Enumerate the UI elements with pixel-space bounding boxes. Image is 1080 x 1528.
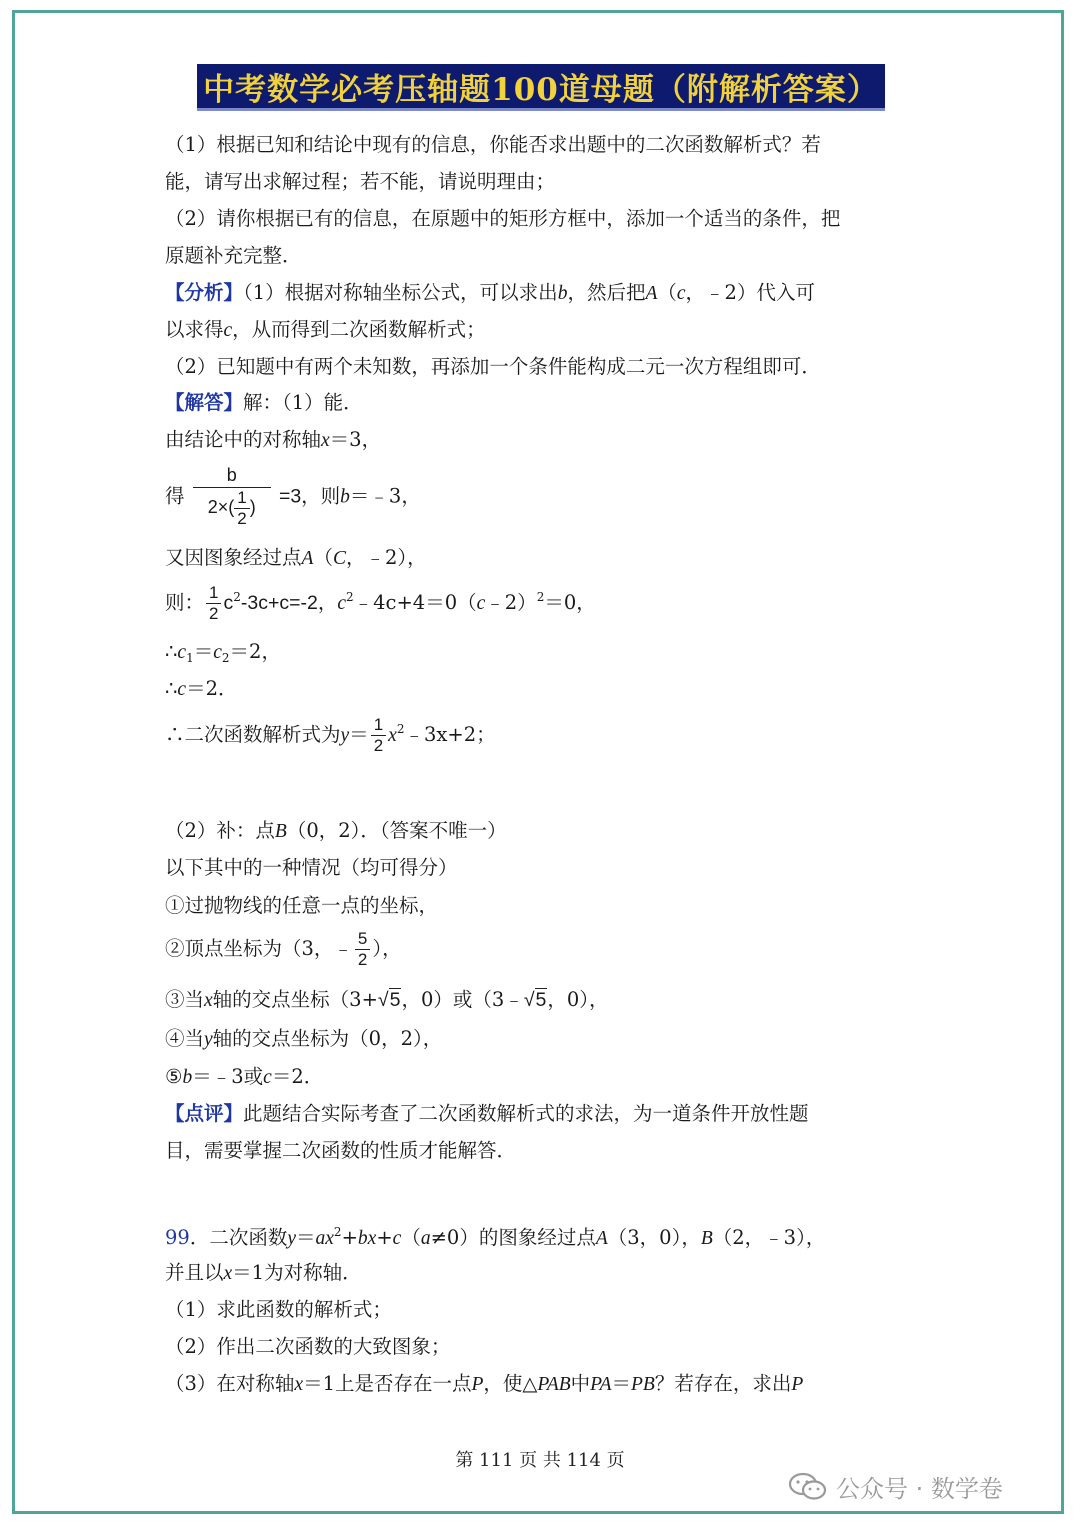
formula-line: ∴二次函数解析式为y＝ $\frac{1}{2}$ $x^2﹣3x+2$；: [165, 715, 496, 755]
question-99-line: 99．二次函数$y=ax^2+bx+c(a\ne 0)$的图象经过点A（3，0），B（2，﹣3），: [165, 1225, 826, 1249]
review-line: 【点评】此题结合实际考查了二次函数解析式的求法，为一道条件开放性题: [165, 1102, 809, 1125]
text-line: 原题补充完整．: [165, 244, 302, 267]
text-line: （3）在对称轴x＝1上是否存在一点P，使△PAB中PA＝PB？若存在，求出P: [165, 1372, 804, 1395]
formula-line: ②顶点坐标为（3，﹣ $\frac{5}{2}$ ），: [165, 929, 402, 969]
watermark: [788, 1468, 1003, 1504]
question-number: 99: [165, 1226, 190, 1249]
text-line: 并且以x＝1为对称轴．: [165, 1261, 362, 1284]
text-line: 又因图象经过点A（C，﹣2），: [165, 546, 427, 569]
text-line: 以求得c，从而得到二次函数解析式；: [165, 318, 486, 341]
text-line: （2）请你根据已有的信息，在原题中的矩形方框中，添加一个适当的条件，把: [165, 207, 841, 230]
watermark-text: 公众号 · 数学卷: [836, 1474, 1003, 1503]
text-line: ①过抛物线的任意一点的坐标，: [165, 894, 439, 917]
fraction: b 2×( $\frac{1}{2}$ ): [193, 466, 271, 528]
text-line: （1）根据已知和结论中现有的信息，你能否求出题中的二次函数解析式？若: [165, 133, 821, 156]
text-line: 能，请写出求解过程；若不能，请说明理由；: [165, 170, 556, 193]
formula-line: ③当x轴的交点坐标（3+√5，0）或（3﹣√5，0），: [165, 988, 609, 1011]
text-line: （1）求此函数的解析式；: [165, 1298, 392, 1321]
formula-line: 得 b 2×( $\frac{1}{2}$ ) =3，则b＝﹣3，: [165, 465, 421, 528]
answer-tag: 【解答】: [165, 391, 244, 414]
text-line: ⑤b＝﹣3或c＝2．: [165, 1065, 324, 1088]
wechat-icon: [788, 1471, 828, 1501]
title-banner: [197, 64, 885, 111]
text-line: $\therefore c_1=c_2=2$，: [165, 640, 281, 665]
text-line: ∴c＝2．: [165, 677, 238, 700]
text-line: 目，需要掌握二次函数的性质才能解答．: [165, 1139, 517, 1162]
page-border: [12, 10, 1064, 1514]
text-line: （2）已知题中有两个未知数，再添加一个条件能构成二元一次方程组即可．: [165, 355, 821, 378]
analysis-tag: 【分析】: [165, 281, 244, 304]
text-line: 以下其中的一种情况（均可得分）: [165, 856, 458, 879]
text-line: 由结论中的对称轴x＝3，: [165, 428, 382, 451]
text-line: （2）作出二次函数的大致图象；: [165, 1335, 451, 1358]
review-tag: 【点评】: [165, 1102, 244, 1125]
page-title: 中考数学必考压轴题100道母题（附解析答案）: [203, 71, 879, 108]
page-number: 第 111 页 共 114 页: [455, 1450, 625, 1471]
text-line: （2）补：点B（0，2）．（答案不唯一）: [165, 819, 507, 842]
formula-line: 则： $\frac{1}{2}$ $c^2-3c+c=-2$，$c^2﹣4c+4=0(c﹣2)^2=0$，: [165, 583, 596, 623]
answer-line: 【解答】解：（1）能．: [165, 391, 363, 414]
analysis-line: 【分析】（1）根据对称轴坐标公式，可以求出b，然后把A（c，﹣2）代入可: [165, 281, 815, 304]
text-line: ④当y轴的交点坐标为（0，2），: [165, 1027, 443, 1050]
